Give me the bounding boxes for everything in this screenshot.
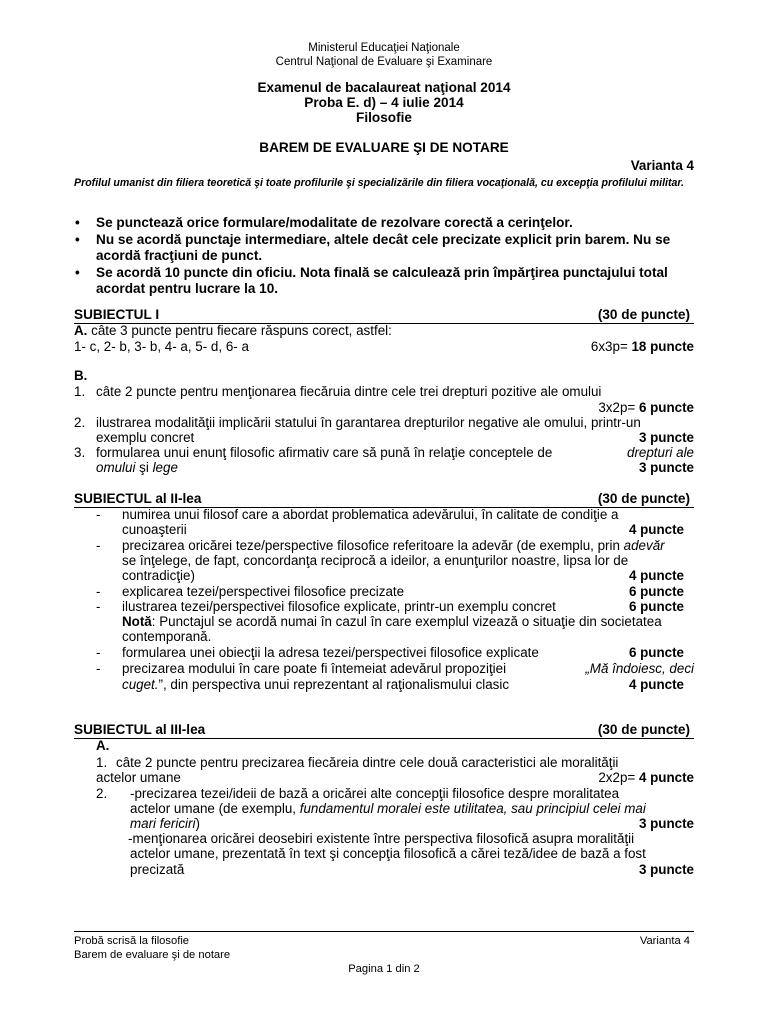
s2-i4: ilustrarea tezei/perspectivei filosofice explicate, printr-un exemplu concret [122,599,556,614]
s3-points: (30 de puncte) [597,722,690,737]
rule-item: • Se acordă 10 puncte din oficiu. Nota finală se calculează prin împărţirea punctajului total acordat pentru lucrare la 10. [74,265,698,297]
s1-b3-it1: drepturi ale [627,445,694,460]
s2-nota-line [122,614,662,629]
s3-a1-num: 1. [96,755,108,770]
exam-title: Examenul de bacalaureat naţional 2014 [257,80,511,95]
s3-a2-line3 [130,816,200,831]
s3-a2-text2: actelor umane (de exemplu, [130,801,300,816]
s2-points: (30 de puncte) [597,491,690,506]
s1-b3-it3: lege [152,460,178,475]
s1-b1-text: câte 2 puncte pentru menţionarea fiecăruia dintre cele trei drepturi pozitive ale omului [96,384,602,399]
s3-a-label: A. [96,738,110,753]
s2-i3p: 6 puncte [628,584,684,599]
s2-nota-text: : Punctajul se acordă numai în cazul în care exemplul vizează o situaţie din societatea [151,614,662,629]
ministry-name: Ministerul Educaţiei Naţionale [308,42,460,54]
s2-i2a: precizarea oricărei teze/perspective filosofice referitoare la adevăr (de exemplu, prin [122,538,624,553]
s2-nota-text2: contemporană. [122,629,212,644]
s1-b2-text2: exemplu concret [96,430,195,445]
s1-a-line [74,323,392,338]
s2-i6p: 4 puncte [628,677,684,692]
s1-b1-num: 1. [74,384,86,399]
s1-points: (30 de puncte) [597,307,690,322]
s2-i6a: precizarea modului în care poate fi întemeiat adevărul propoziţiei [122,661,507,676]
s3-underline [74,738,694,739]
s2-i1b: cunoaşterii [122,522,187,537]
footer-variant: Varianta 4 [639,935,690,947]
s3-title: SUBIECTUL al III-lea [74,722,206,737]
s1-a-answers: 1- c, 2- b, 3- b, 4- a, 5- d, 6- a [74,339,249,354]
s3-a2-text4: actelor umane, prezentată în text şi concepţia filosofică a cărei teză/idee de bază a fost [130,846,646,861]
exam-subject: Filosofie [356,110,412,125]
s2-i6b: ”, din perspectiva unui reprezentant al raţionalismului clasic [158,677,510,692]
s1-a-label: A. [74,323,88,338]
s1-b1-score [598,400,694,415]
rule-item: • Se punctează orice formulare/modalitate de rezolvare corectă a cerinţelor. [74,215,698,231]
s2-i4p: 6 puncte [628,599,684,614]
s3-a1-score [598,770,694,785]
s3-a2-p1: 3 puncte [638,816,694,831]
s1-b2-text1: ilustrarea modalităţii implicării statului în garantarea drepturilor negative ale omului, printr-un [96,415,641,430]
s3-a2-p2: 3 puncte [638,862,694,877]
s2-dash: - [96,507,101,522]
s1-b1-total: 6 puncte [638,400,694,415]
center-name: Centrul Naţional de Evaluare şi Examinare [275,56,493,68]
s1-b3-total: 3 puncte [638,460,694,475]
s2-i6it: „Mă îndoiesc, deci [585,661,694,676]
s2-i2p: 4 puncte [628,568,684,583]
s2-dash: - [96,584,101,599]
s1-b3-text1: formularea unui enunţ filosofic afirmativ care să pună în relaţie conceptele de [96,445,553,460]
s2-i1a: numirea unui filosof care a abordat problematica adevărului, în calitate de condiţie a [122,507,619,522]
s3-a1-text2: actelor umane [96,770,181,785]
s2-i6-line2 [122,677,509,692]
s3-a2-text1: -precizarea tezei/ideii de bază a oricărei alte concepţii filosofice despre moralitatea [130,786,620,801]
s3-a2-text5: precizată [130,862,185,877]
s3-a2-close: ) [195,816,200,831]
s3-a1-total: 4 puncte [638,770,694,785]
footer-left2: Barem de evaluare şi de notare [74,949,231,961]
s2-i2c: contradicţie) [122,568,195,583]
s2-i2it: adevăr [623,538,665,553]
s3-a2-text3: -menţionarea oricărei deosebiri existente între perspectiva filosofică asupra moralităţii [128,831,635,846]
s2-i2-line1 [122,538,665,553]
s2-dash: - [96,661,101,676]
s1-b3-line2 [96,460,178,475]
s1-b2-num: 2. [74,415,86,430]
s2-i3: explicarea tezei/perspectivei filosofice precizate [122,584,405,599]
barem-title: BAREM DE EVALUARE ŞI DE NOTARE [259,140,509,155]
s1-b-label: B. [74,368,88,383]
s1-a-total: 18 puncte [631,339,694,354]
s2-dash: - [96,599,101,614]
page-number: Pagina 1 din 2 [348,963,420,975]
s3-a2-line2 [130,801,646,816]
s3-a2-it2: mari fericiri [130,816,196,831]
s3-a2-num: 2. [96,786,108,801]
s1-b1-calc: 3x2p= [598,400,639,415]
profile-note: Profilul umanist din filiera teoretică şi toate profilurile şi specializările din filiera vocaţională, cu excepţia profilului militar. [74,177,684,189]
s1-b3-it2: omului [96,460,136,475]
s2-dash: - [96,538,101,553]
s1-b2-total: 3 puncte [638,430,694,445]
s1-a-calc: 6x3p= [590,339,632,354]
footer-left1: Probă scrisă la filosofie [74,935,190,947]
s2-nota-label: Notă [122,614,152,629]
s1-title: SUBIECTUL I [74,307,160,322]
footer-rule [74,931,694,932]
s2-i6it2: cuget. [122,677,159,692]
s1-b3-and: şi [135,460,153,475]
general-rules [74,215,698,297]
s3-a2-it1: fundamentul moralei este utilitatea, sau principiul celei mai [299,801,646,816]
s1-a-text: câte 3 puncte pentru fiecare răspuns corect, astfel: [87,323,392,338]
s3-a1-text1: câte 2 puncte pentru precizarea fiecăreia dintre cele două caracteristici ale moralităţii [116,755,619,770]
variant-label: Varianta 4 [630,158,694,173]
s3-a1-calc: 2x2p= [598,770,639,785]
rule-item: • Nu se acordă punctaje intermediare, altele decât cele precizate explicit prin barem. Nu se acordă fracţiuni de punct. [74,232,698,264]
s2-dash: - [96,645,101,660]
exam-proba: Proba E. d) – 4 iulie 2014 [304,95,464,110]
s2-title: SUBIECTUL al II-lea [74,491,202,506]
s1-a-score [591,339,694,354]
s2-i5: formularea unei obiecţii la adresa tezei/perspectivei filosofice explicate [122,645,539,660]
s2-i1p: 4 puncte [628,522,684,537]
s2-i2b: se înţelege, de fapt, concordanţa reciprocă a ideilor, a enunţurilor noastre, lipsa lor de [122,553,629,568]
s2-i5p: 6 puncte [628,645,684,660]
s1-b3-num: 3. [74,445,86,460]
